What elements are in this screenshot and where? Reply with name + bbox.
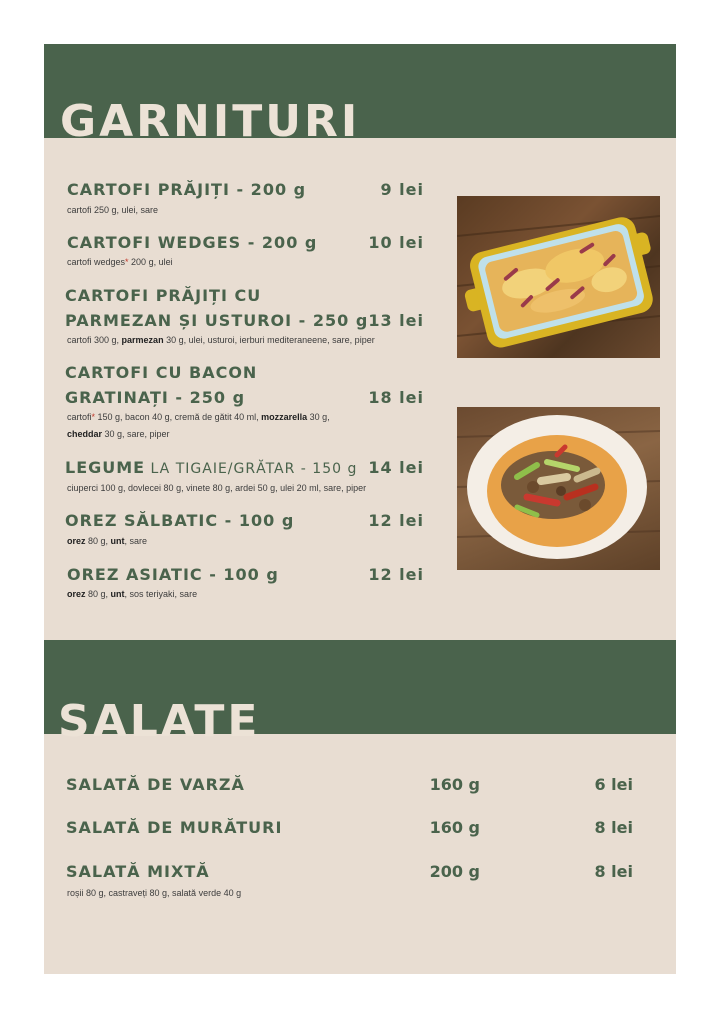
- menu-item-description: cartofi 250 g, ulei, sare: [67, 205, 159, 215]
- menu-item-description: orez 80 g, unt, sos teriyaki, sare: [67, 589, 198, 599]
- salad-weight: 160 g: [429, 775, 480, 794]
- salad-name: SALATĂ DE MURĂTURI: [66, 818, 283, 837]
- salad-name: SALATĂ DE VARZĂ: [66, 775, 245, 794]
- salad-description: roșii 80 g, castraveți 80 g, salată verde 40 g: [67, 888, 242, 898]
- grilled-vegetables-photo: [457, 407, 660, 570]
- salad-price: 6 lei: [594, 775, 633, 794]
- menu-item-price: 18 lei: [368, 388, 424, 407]
- salad-price: 8 lei: [594, 818, 633, 837]
- salad-price: 8 lei: [594, 862, 633, 881]
- menu-item-name: OREZ ASIATIC - 100 g: [67, 565, 279, 584]
- menu-item-name: CARTOFI WEDGES - 200 g: [67, 233, 318, 252]
- menu-item-price: 12 lei: [368, 565, 424, 584]
- menu-item-price: 10 lei: [368, 233, 424, 252]
- menu-item-description: cartofi* 150 g, bacon 40 g, cremă de gătit 40 ml, mozzarella 30 g,: [67, 412, 330, 422]
- salad-weight: 200 g: [429, 862, 480, 881]
- section-title-salate: SALATE: [58, 696, 261, 747]
- section-title-garnituri: GARNITURI: [60, 96, 361, 147]
- menu-item-price: 13 lei: [368, 311, 424, 330]
- menu-item-price: 14 lei: [368, 458, 424, 477]
- menu-item-price: 9 lei: [380, 180, 424, 199]
- menu-item-name: CARTOFI PRĂJIȚI - 200 g: [67, 180, 307, 199]
- menu-item-name: CARTOFI CU BACON: [65, 363, 258, 382]
- menu-item-name: LEGUME LA TIGAIE/GRĂTAR - 150 g: [65, 458, 358, 477]
- gratin-dish-photo: [457, 196, 660, 358]
- menu-item-description: cartofi wedges* 200 g, ulei: [67, 257, 173, 267]
- menu-item-description: cheddar 30 g, sare, piper: [67, 429, 170, 439]
- menu-item-price: 12 lei: [368, 511, 424, 530]
- menu-item-description: ciuperci 100 g, dovlecei 80 g, vinete 80 g, ardei 50 g, ulei 20 ml, sare, piper: [67, 483, 367, 493]
- salad-weight: 160 g: [429, 818, 480, 837]
- salad-name: SALATĂ MIXTĂ: [66, 862, 210, 881]
- menu-item-name: OREZ SĂLBATIC - 100 g: [65, 511, 295, 530]
- menu-item-description: orez 80 g, unt, sare: [67, 536, 148, 546]
- menu-item-name: PARMEZAN ȘI USTUROI - 250 g: [65, 311, 369, 330]
- menu-item-name: CARTOFI PRĂJIȚI CU: [65, 286, 262, 305]
- menu-item-name: GRATINAȚI - 250 g: [65, 388, 246, 407]
- menu-item-description: cartofi 300 g, parmezan 30 g, ulei, usturoi, ierburi mediteraneene, sare, piper: [67, 335, 375, 345]
